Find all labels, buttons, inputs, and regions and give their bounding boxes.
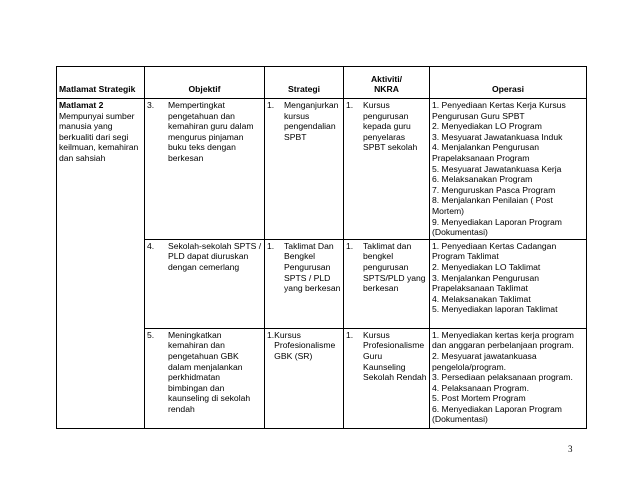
strategi-text: Taklimat Dan Bengkel Pengurusan SPTS / PLD yang berkesan <box>284 240 341 294</box>
aktiviti-number: 1. <box>346 240 354 251</box>
aktiviti-text: Taklimat dan bengkel pengurusan SPTS/PLD yang berkesan <box>363 240 426 294</box>
strategi-cell <box>265 239 344 328</box>
strategi-text: Menganjurkan kursus pengendalian SPBT <box>284 100 339 142</box>
header-aktiviti-label: Aktiviti/ NKRA <box>370 73 403 95</box>
operasi-item: 6. Melaksanakan Program <box>432 174 533 185</box>
operasi-item: 2. Menyediakan LO Program <box>432 121 542 132</box>
operasi-item: 5. Menyediakan laporan Taklimat <box>432 304 558 315</box>
strategi-number: 1. <box>267 240 275 251</box>
operasi-item: 4. Melaksanakan Taklimat <box>432 293 531 304</box>
header-operasi: Operasi <box>430 67 587 99</box>
objektif-cell <box>145 99 265 240</box>
table-header-row <box>57 67 587 99</box>
operasi-item: 1. Penyediaan Kertas Cadangan Program Taklimat <box>432 240 557 262</box>
header-objektif: Objektif <box>145 67 265 99</box>
operasi-item: 3. Mesyuarat Jawatankuasa Induk <box>432 131 563 142</box>
page-number: 3 <box>568 444 573 454</box>
strategic-plan-table <box>56 66 587 429</box>
aktiviti-number: 1. <box>346 329 354 340</box>
aktiviti-cell <box>344 239 430 328</box>
operasi-cell <box>430 99 587 240</box>
aktiviti-cell <box>344 328 430 428</box>
operasi-item: 5. Post Mortem Program <box>432 393 526 404</box>
operasi-item: 3. Menjalankan Pengurusan Prapelaksanaan Taklimat <box>432 272 540 294</box>
objektif-number: 4. <box>147 240 155 251</box>
table-row <box>57 99 587 240</box>
operasi-item: 4. Pelaksanaan Program. <box>432 382 529 393</box>
operasi-item: 2. Mesyuarat jawatankuasa pengelola/program. <box>432 350 537 372</box>
header-aktiviti <box>344 67 430 99</box>
operasi-item: 6. Menyediakan Laporan Program (Dokumentasi) <box>432 403 562 425</box>
matlamat-text: Mempunyai sumber manusia yang berkualiti dari segi keilmuan, kemahiran dan sahsiah <box>59 110 139 163</box>
aktiviti-text: Kursus pengurusan kepada guru penyelaras SPBT sekolah <box>363 100 418 153</box>
strategi-text: Kursus Profesionalisme GBK (SR) <box>274 329 336 361</box>
operasi-item: 4. Menjalankan Pengurusan Prapelaksanaan Program <box>432 142 540 163</box>
matlamat-cell <box>57 99 145 429</box>
header-strategi: Strategi <box>265 67 344 99</box>
operasi-item: 2. Menyediakan LO Taklimat <box>432 261 541 272</box>
operasi-cell <box>430 328 587 428</box>
objektif-text: Meningkatkan kemahiran dan pengetahuan GBK dalam menjalankan perkhidmatan bimbingan dan kaunseling di sekolah rendah <box>168 329 251 414</box>
aktiviti-number: 1. <box>346 100 354 110</box>
operasi-item: 7. Menguruskan Pasca Program <box>432 184 556 195</box>
matlamat-title: Matlamat 2 <box>59 100 104 110</box>
aktiviti-text: Kursus Profesionalisme Guru Kaunseling Sekolah Rendah <box>363 329 427 383</box>
operasi-item: 5. Mesyuarat Jawatankuasa Kerja <box>432 163 562 174</box>
operasi-item: 1. Penyediaan Kertas Kerja Kursus Pengurusan Guru SPBT <box>432 100 566 121</box>
operasi-item: 3. Persediaan pelaksanaan program. <box>432 372 573 383</box>
operasi-item: 9. Menyediakan Laporan Program (Dokumentasi) <box>432 216 562 238</box>
strategi-number: 1. <box>267 100 275 110</box>
objektif-text: Mempertingkat pengetahuan dan kemahiran guru dalam mengurus pinjaman buku teks dengan berkesan <box>168 100 254 163</box>
objektif-cell <box>145 239 265 328</box>
operasi-item: 8. Menjalankan Penilaian ( Post Mortem) <box>432 195 553 216</box>
aktiviti-cell <box>344 99 430 240</box>
operasi-item: 1. Menyediakan kertas kerja program dan anggaran perbelanjaan program. <box>432 329 574 351</box>
strategi-number: 1. <box>267 329 275 340</box>
objektif-text: Sekolah-sekolah SPTS / PLD dapat diuruskan dengan cemerlang <box>168 240 262 272</box>
strategi-cell <box>265 99 344 240</box>
strategi-cell <box>265 328 344 428</box>
objektif-number: 5. <box>147 329 155 340</box>
objektif-cell <box>145 328 265 428</box>
operasi-cell <box>430 239 587 328</box>
header-matlamat: Matlamat Strategik <box>57 67 145 99</box>
objektif-number: 3. <box>147 100 155 110</box>
